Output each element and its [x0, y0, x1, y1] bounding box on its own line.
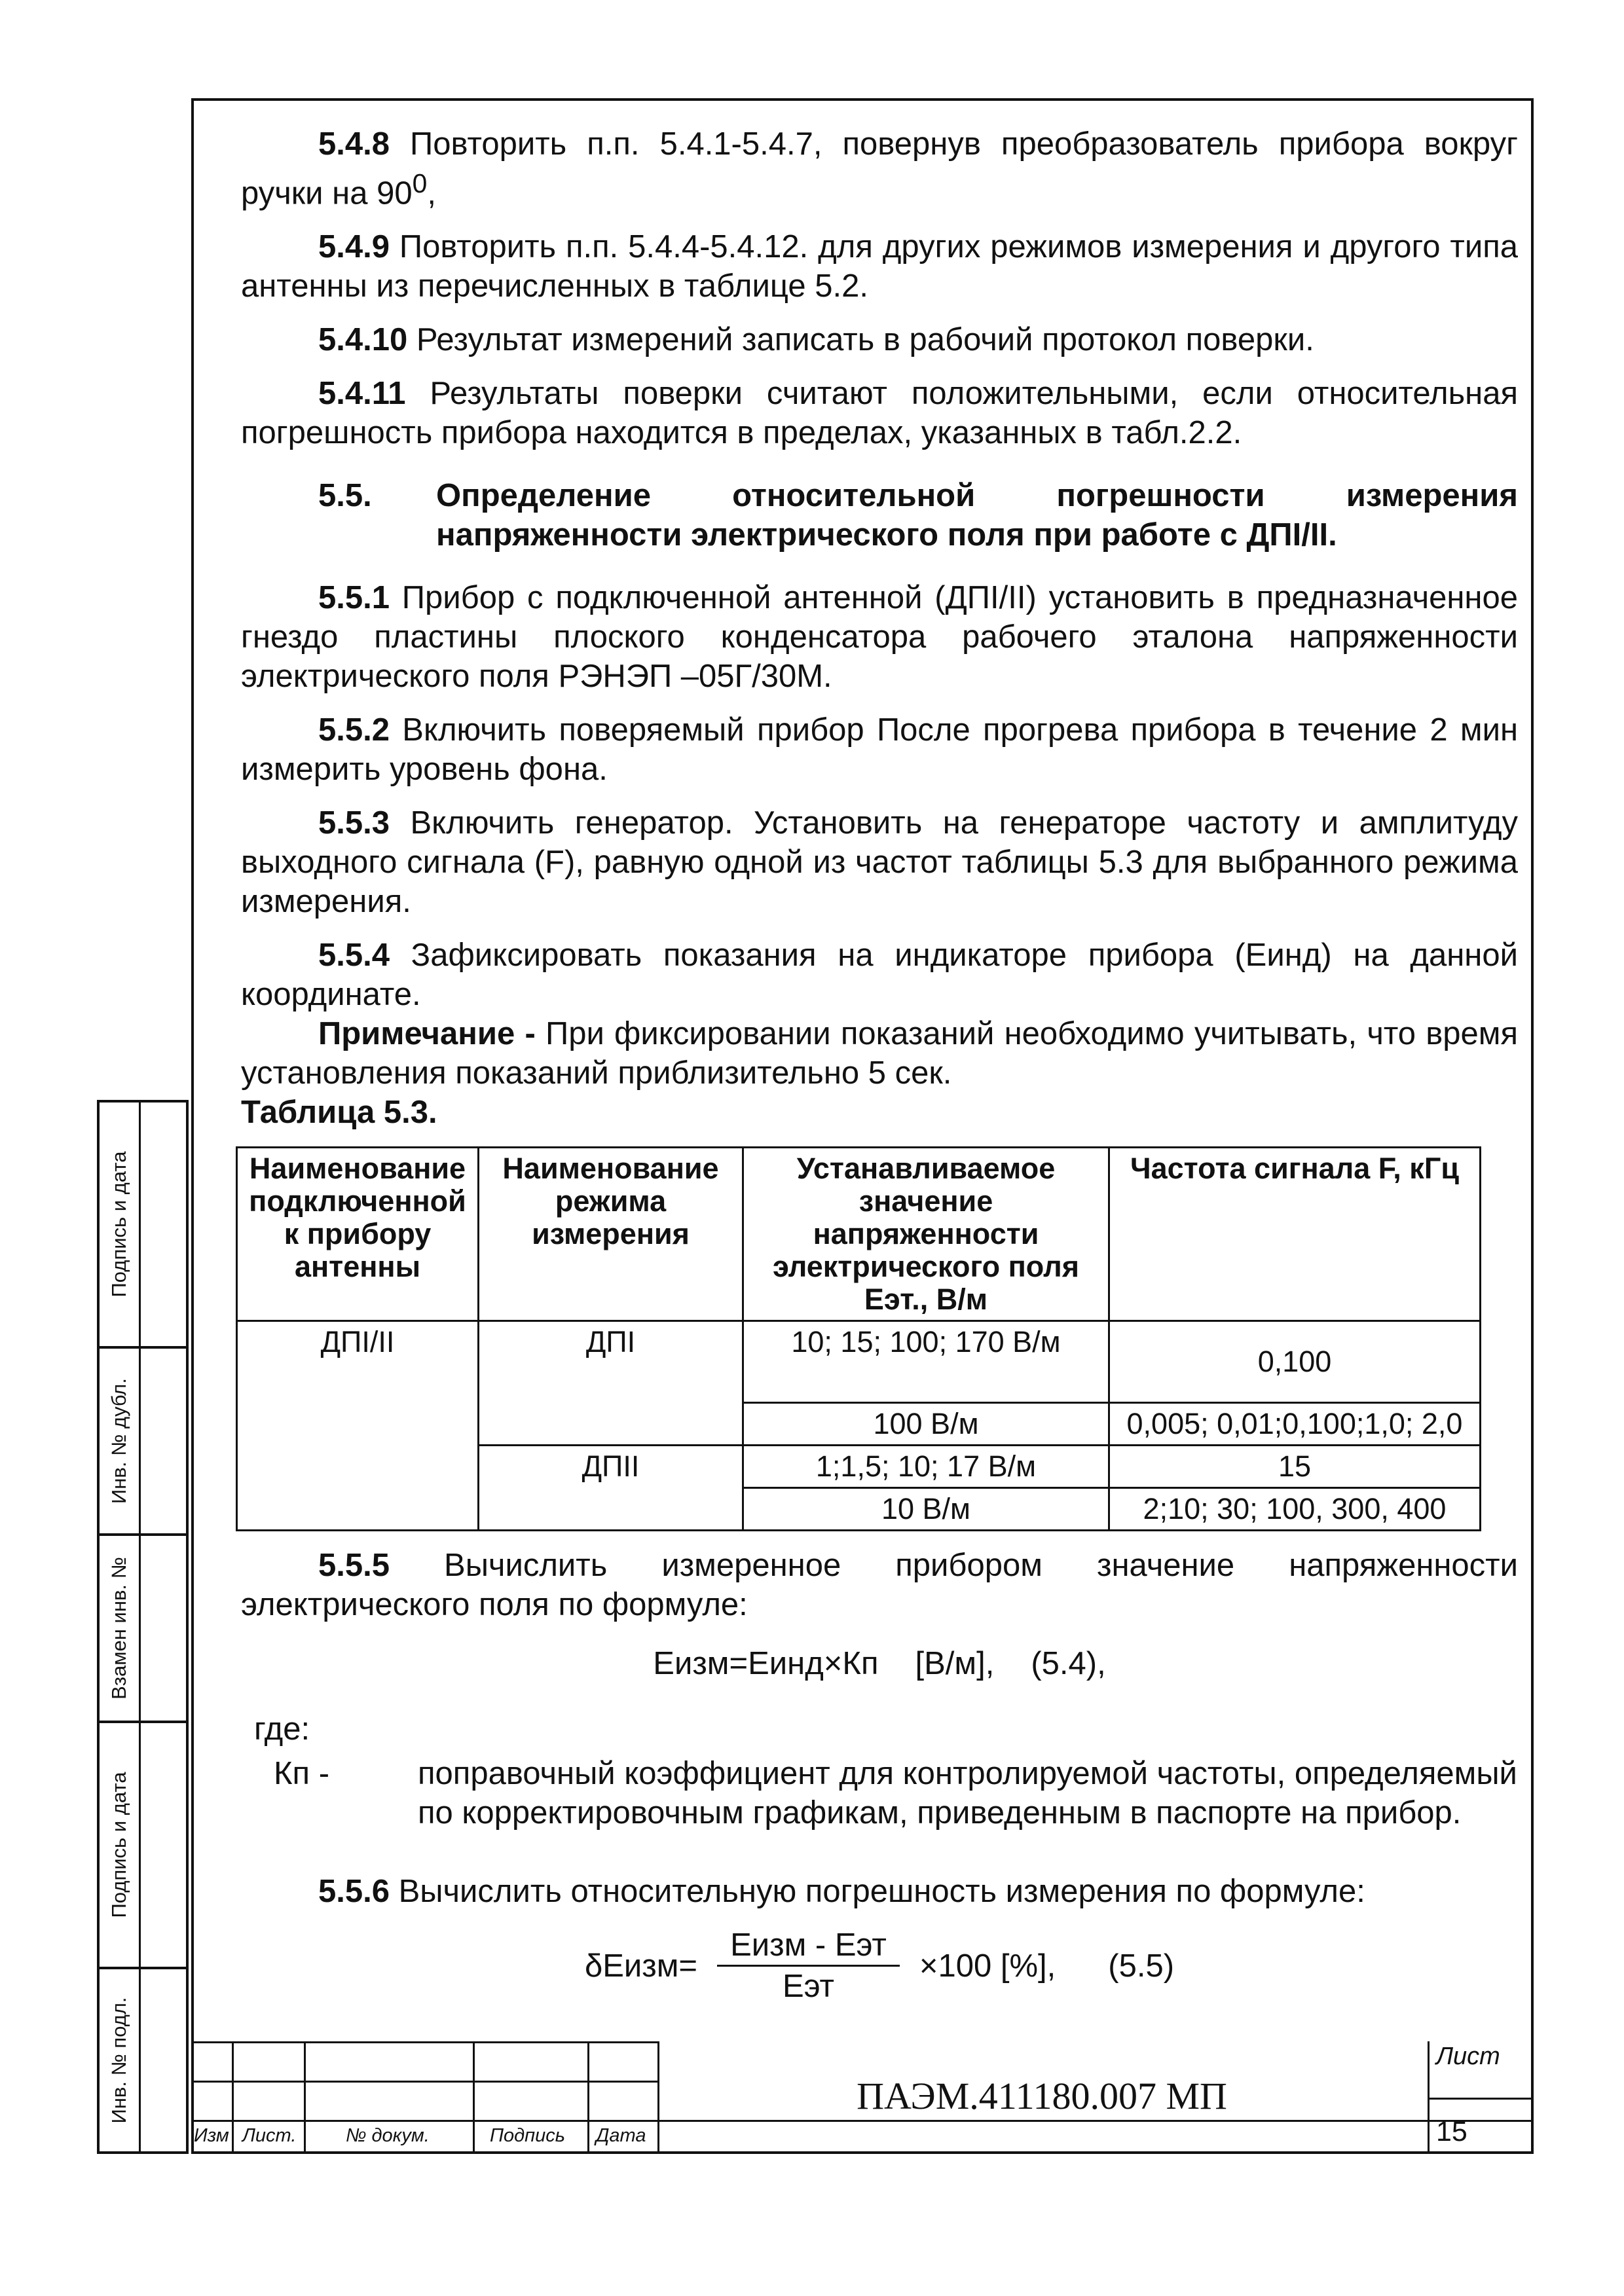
table-cell-value: 10 В/м [743, 1488, 1109, 1531]
para-5-4-11: 5.4.11 Результаты поверки считают положительными, если относительная погрешность прибора находится в пределах, указанных в табл.2.2. [241, 376, 1518, 451]
para-5-4-10: 5.4.10 Результат измерений записать в рабочий протокол поверки. [318, 322, 1314, 358]
table-header: Устанавливаемое значение напряженности электрического поля Еэт., В/м [743, 1148, 1109, 1321]
table-caption: Таблица 5.3. [241, 1095, 437, 1131]
note: Примечание - При фиксировании показаний необходимо учитывать, что время установления показаний приблизительно 5 сек. [241, 1016, 1519, 1091]
para-5-5-2: 5.5.2 Включить поверяемый прибор После прогрева прибора в течение 2 мин измерить уровень фона. [241, 712, 1518, 788]
tb-izm: Изм [194, 2125, 229, 2146]
table-cell-freq: 2;10; 30; 100, 300, 400 [1109, 1488, 1481, 1531]
para-5-4-8: 5.4.8 Повторить п.п. 5.4.1-5.4.7, повернув преобразователь прибора вокруг ручки на $90^0$, [241, 126, 1518, 211]
document-body [241, 124, 1518, 2006]
stamp-signature-date-1: Подпись и дата [97, 1100, 189, 1349]
stamp-orig-inv: Инв. № подл. [97, 1967, 189, 2154]
table-header: Частота сигнала F, кГц [1109, 1148, 1481, 1321]
table-header: Наименование подключенной к прибору антенны [237, 1148, 479, 1321]
table-5-3 [236, 1146, 1481, 1531]
sheet-number: 15 [1436, 2116, 1467, 2147]
table-cell-freq: 0,100 [1109, 1321, 1481, 1403]
table-cell-mode: ДПI [479, 1321, 743, 1446]
formula-5-4: Еизм=Еинд×Кп [В/м], (5.4), [653, 1646, 1106, 1682]
table-cell-antenna: ДПI/II [237, 1321, 479, 1531]
table-header: Наименование режима измерения [479, 1148, 743, 1321]
para-5-5-1: 5.5.1 Прибор с подключенной антенной (ДПI/II) установить в предназначенное гнездо пластины плоского конденсатора рабочего эталона напряженности электрического поля РЭНЭП –05Г/30М. [241, 580, 1518, 695]
table-cell-value: 100 В/м [743, 1403, 1109, 1446]
table-cell-freq: 0,005; 0,01;0,100;1,0; 2,0 [1109, 1403, 1481, 1446]
para-5-5-6: 5.5.6 Вычислить относительную погрешность измерения по формуле: [318, 1874, 1365, 1910]
sheet-label: Лист [1436, 2043, 1500, 2070]
tb-list: Лист. [242, 2125, 297, 2146]
para-5-5-3: 5.5.3 Включить генератор. Установить на генераторе частоту и амплитуду выходного сигнала (F), равную одной из частот таблицы 5.3 для выбранного режима измерения. [241, 805, 1518, 920]
table-cell-freq: 15 [1109, 1446, 1481, 1488]
para-5-5-4: 5.5.4 Зафиксировать показания на индикаторе прибора (Еинд) на данной координате. [241, 938, 1518, 1013]
tb-podpis: Подпись [490, 2125, 566, 2146]
para-5-5-5: 5.5.5 Вычислить измеренное прибором значение напряженности электрического поля по формуле: [241, 1548, 1518, 1623]
table-cell-value: 1;1,5; 10; 17 В/м [743, 1446, 1109, 1488]
fraction: $\frac{\text{Еизм - Еэт}}{\text{Еэт}}$ [717, 1925, 900, 2006]
stamp-dup-inv: Инв. № дубл. [97, 1346, 189, 1536]
para-5-4-9: 5.4.9 Повторить п.п. 5.4.4-5.4.12. для других режимов измерения и другого типа антенны из перечисленных в таблице 5.2. [241, 229, 1518, 304]
document-number: ПАЭМ.411180.007 МП [857, 2075, 1227, 2117]
tb-dokum: № докум. [346, 2125, 430, 2146]
table-cell-value: 10; 15; 100; 170 В/м [743, 1321, 1109, 1403]
formula-5-5: δЕизм= $\frac{\text{Еизм - Еэт}}{\text{Еэт}}$ ×100 [%], (5.5) [241, 1925, 1518, 2006]
stamp-signature-date-2: Подпись и дата [97, 1721, 189, 1969]
table-cell-mode: ДПII [479, 1446, 743, 1531]
where-label: где: [254, 1711, 310, 1747]
stamp-replace-inv: Взамен инв. № [97, 1533, 189, 1723]
section-heading-5-5: 5.5. Определение относительной погрешности измерения напряженности электрического поля при работе с ДПI/II. [318, 478, 1518, 553]
kp-definition: Кп - поправочный коэффициент для контролируемой частоты, определяемый по корректировочным графикам, приведенным в паспорте на прибор. [274, 1756, 1517, 1831]
tb-data: Дата [596, 2125, 646, 2146]
